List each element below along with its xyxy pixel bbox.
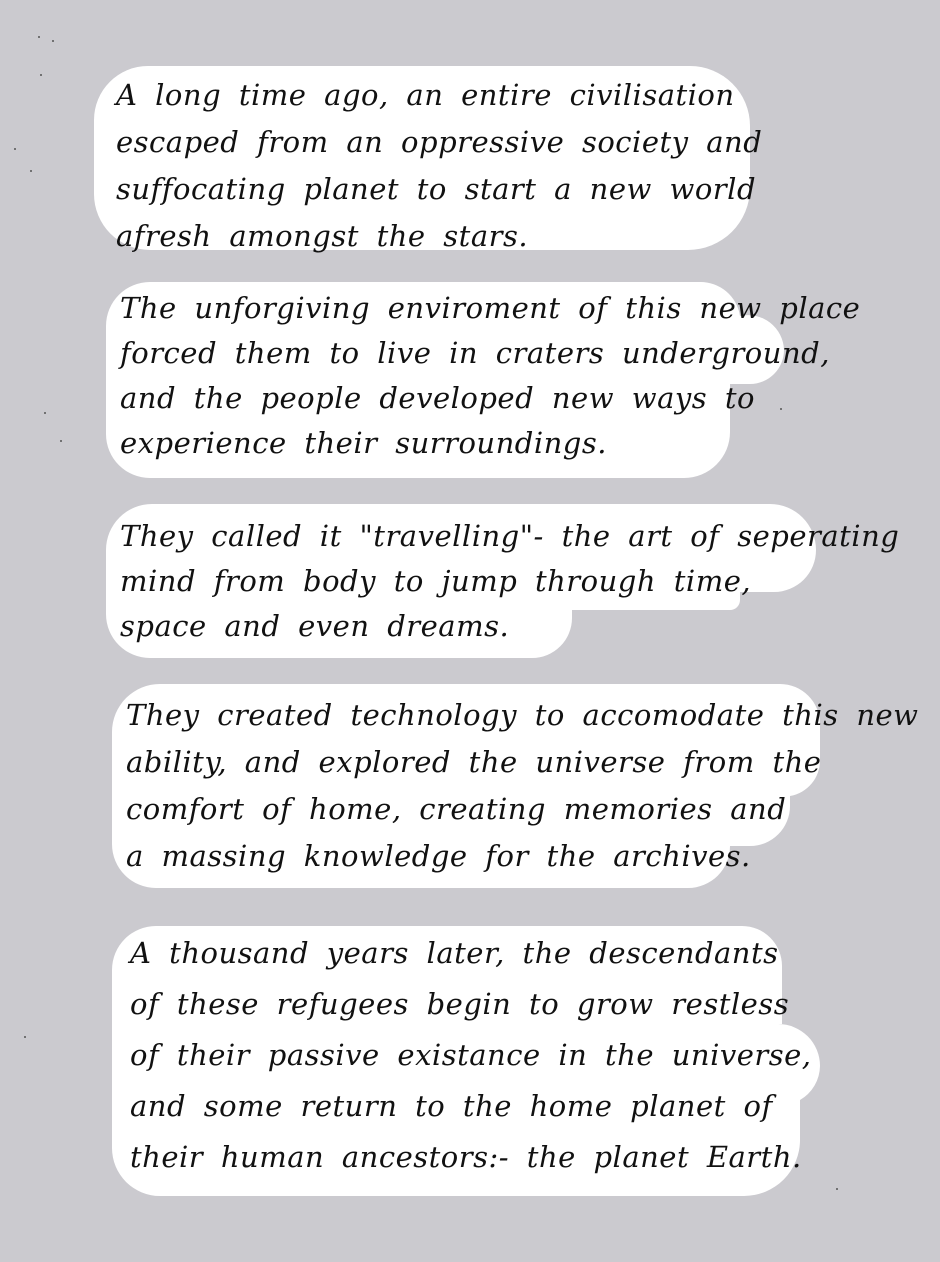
panel-1-line-1: A long time ago, an entire civilisation xyxy=(116,78,735,112)
panel-1-line-2: escaped from an oppressive society and xyxy=(116,125,763,159)
panel-5-text xyxy=(130,928,812,1183)
panel-1-line-3: suffocating planet to start a new world xyxy=(116,172,757,206)
panel-2-line-1: The unforgiving enviroment of this new place xyxy=(120,291,861,325)
panel-3-line-3: space and even dreams. xyxy=(120,609,510,643)
panel-3-line-1: They called it "travelling"- the art of seperating xyxy=(120,519,900,553)
panel-5-line-3: of their passive existance in the universe, xyxy=(130,1038,812,1072)
panel-5-line-2: of these refugees begin to grow restless xyxy=(130,987,790,1021)
panel-2-line-2: forced them to live in craters underground, xyxy=(120,336,830,370)
panel-2-line-4: experience their surroundings. xyxy=(120,426,607,460)
panel-4-line-1: They created technology to accomodate this new xyxy=(126,698,919,732)
panel-2-line-3: and the people developed new ways to xyxy=(120,381,755,415)
panel-1-line-4: afresh amongst the stars. xyxy=(116,219,529,253)
panel-3-line-2: mind from body to jump through time, xyxy=(120,564,752,598)
panel-4-line-4: a massing knowledge for the archives. xyxy=(126,839,751,873)
panel-5-line-4: and some return to the home planet of xyxy=(130,1089,773,1123)
panel-4-line-3: comfort of home, creating memories and xyxy=(126,792,787,826)
panel-5-line-5: their human ancestors:- the planet Earth. xyxy=(130,1140,802,1174)
panel-4-line-2: ability, and explored the universe from the xyxy=(126,745,822,779)
panel-5-line-1: A thousand years later, the descendants xyxy=(130,936,779,970)
